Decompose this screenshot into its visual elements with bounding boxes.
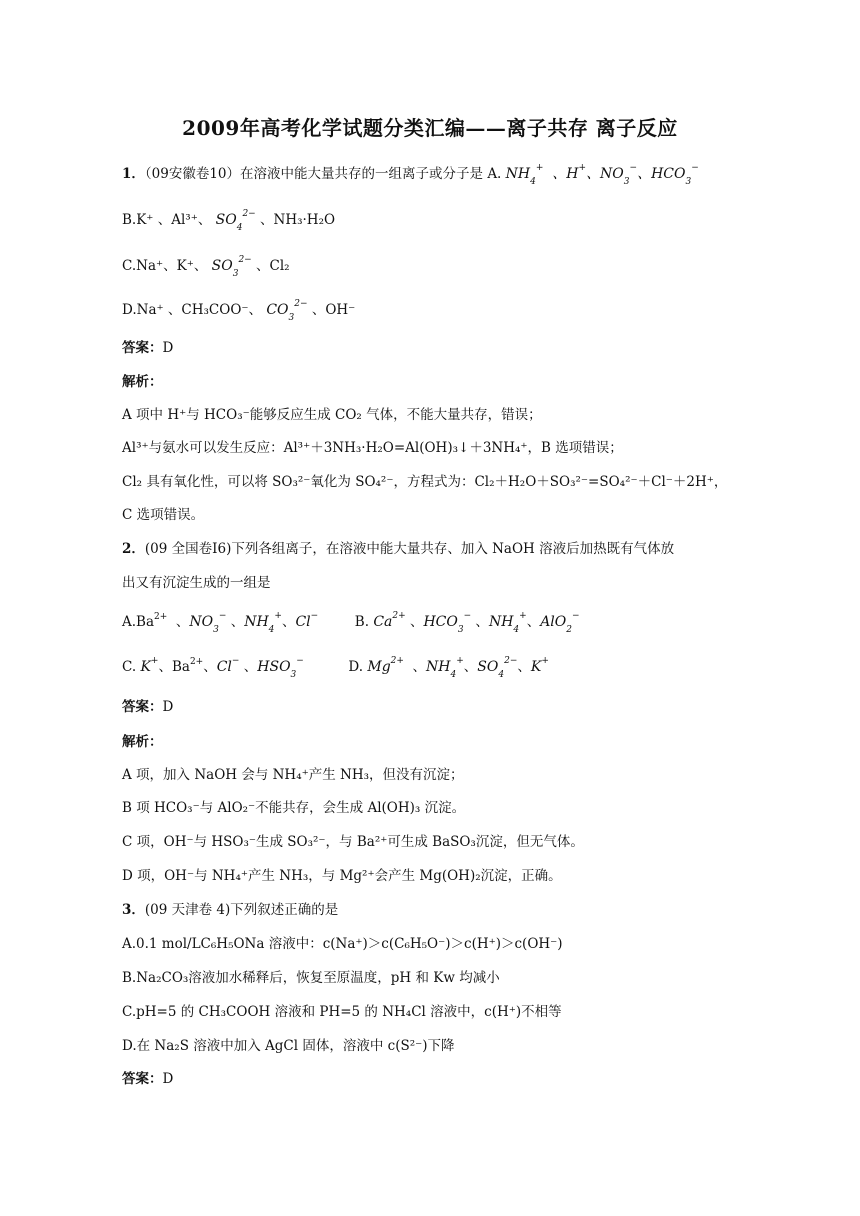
q1-analysis-4: C 选项错误。	[122, 507, 205, 523]
q2-option-c: C. K+、$Ba^{2+}$、Cl− 、$HSO_3^-$	[122, 656, 304, 680]
q2-number: 2．	[122, 541, 145, 557]
q3-stem-line	[122, 900, 338, 920]
q1-option-a-label: A.	[487, 166, 502, 182]
q3-option-b: B.Na₂CO₃溶液加水稀释后，恢复至原温度，pH 和 Kw 均减小	[122, 970, 500, 986]
page-title: 2009年高考化学试题分类汇编——离子共存 离子反应	[182, 116, 678, 140]
q1-option-c-tail: 、Cl₂	[251, 258, 290, 274]
q1-option-a-ions: $NH_4^+$ 、H+、$NO_3^-$、$HCO_3^-$	[505, 163, 699, 187]
q2-option-d: D. $Mg^{2+}$ 、$NH_4^+$、$SO_4^{2-}$、K+	[348, 656, 549, 680]
q3-option-c: C.pH=5 的 CH₃COOH 溶液和 PH=5 的 NH₄Cl 溶液中，c(H⁺)不相等	[122, 1004, 562, 1020]
q3-option-d: D.在 Na₂S 溶液中加入 AgCl 固体，溶液中 c(S²⁻)下降	[122, 1038, 455, 1054]
q1-option-c-so3: $SO_3^{2-}$	[211, 255, 252, 279]
q3-stem: (09 天津卷 4)下列叙述正确的是	[144, 902, 339, 918]
q2-analysis-2: B 项 HCO₃⁻与 AlO₂⁻不能共存，会生成 Al(OH)₃ 沉淀。	[122, 800, 466, 816]
q2-options-cd	[122, 656, 549, 680]
q1-answer-value: D	[162, 340, 174, 356]
q1-analysis-1: A 项中 H⁺与 HCO₃⁻能够反应生成 CO₂ 气体，不能大量共存，错误；	[122, 407, 542, 423]
q3-option-a: A.0.1 mol/LC₆H₅ONa 溶液中：c(Na⁺)＞c(C₆H₅O⁻)＞c(H⁺)＞c(OH⁻)	[122, 936, 563, 952]
q1-option-b	[122, 209, 336, 233]
q3-answer-label: 答案：	[122, 1071, 163, 1087]
q3-answer	[122, 1069, 173, 1089]
q2-option-b: B. $Ca^{2+}$ 、$HCO_3^-$ 、$NH_4^+$、AlO$_2$−	[354, 611, 580, 635]
q1-stem-line	[122, 163, 699, 187]
q1-option-c-text: C.Na⁺、K⁺、	[122, 258, 208, 274]
q1-option-d-co3: $CO_3^{2-}$	[266, 299, 308, 323]
q2-analysis-1: A 项，加入 NaOH 会与 NH₄⁺产生 NH₃，但没有沉淀；	[122, 767, 464, 783]
q1-option-d-tail: 、OH⁻	[307, 302, 356, 318]
q1-analysis-3: Cl₂ 具有氧化性，可以将 SO₃²⁻氧化为 SO₄²⁻，方程式为：Cl₂＋H₂O＋SO₃²⁻=SO₄²⁻＋Cl⁻＋2H⁺，	[122, 474, 728, 490]
q1-option-d-text: D.Na⁺ 、CH₃COO⁻、	[122, 302, 263, 318]
q1-answer	[122, 338, 173, 358]
q1-option-d	[122, 299, 356, 323]
q2-analysis-3: C 项，OH⁻与 HSO₃⁻生成 SO₃²⁻，与 Ba²⁺可生成 BaSO₃沉淀，但无气体。	[122, 834, 584, 850]
q1-answer-label: 答案：	[122, 340, 163, 356]
q1-analysis-2: Al³⁺与氨水可以发生反应：Al³⁺＋3NH₃·H₂O=Al(OH)₃↓＋3NH₄⁺，B 选项错误；	[122, 440, 623, 456]
q1-option-b-text: B.K⁺ 、Al³⁺、	[122, 212, 212, 228]
q3-number: 3．	[122, 902, 145, 918]
q2-stem-line-2: 出又有沉淀生成的一组是	[122, 575, 271, 591]
q2-analysis-4: D 项，OH⁻与 NH₄⁺产生 NH₃，与 Mg²⁺会产生 Mg(OH)₂沉淀，正确。	[122, 868, 562, 884]
q1-stem: （09安徽卷10）在溶液中能大量共存的一组离子或分子是	[144, 166, 484, 182]
q1-option-b-tail: 、NH₃·H₂O	[255, 212, 336, 228]
q1-number: 1．	[122, 166, 145, 182]
q2-answer-value: D	[162, 699, 174, 715]
q1-option-c	[122, 255, 290, 279]
q2-options-ab	[122, 611, 580, 635]
q2-option-a: $A.Ba^{2+}$ 、$NO_3^-$ 、$NH_4^+$、Cl−	[122, 611, 319, 635]
q2-answer-label: 答案：	[122, 699, 163, 715]
q2-answer	[122, 697, 173, 717]
q2-analysis-label: 解析：	[122, 734, 163, 750]
q2-stem-line-1	[122, 539, 674, 559]
q1-option-b-so4: $SO_4^{2-}$	[215, 209, 256, 233]
q1-analysis-label: 解析：	[122, 374, 163, 390]
q2-stem-1: (09 全国卷Ⅰ6)下列各组离子，在溶液中能大量共存、加入 NaOH 溶液后加热既有气体放	[144, 541, 675, 557]
q3-answer-value: D	[162, 1071, 174, 1087]
